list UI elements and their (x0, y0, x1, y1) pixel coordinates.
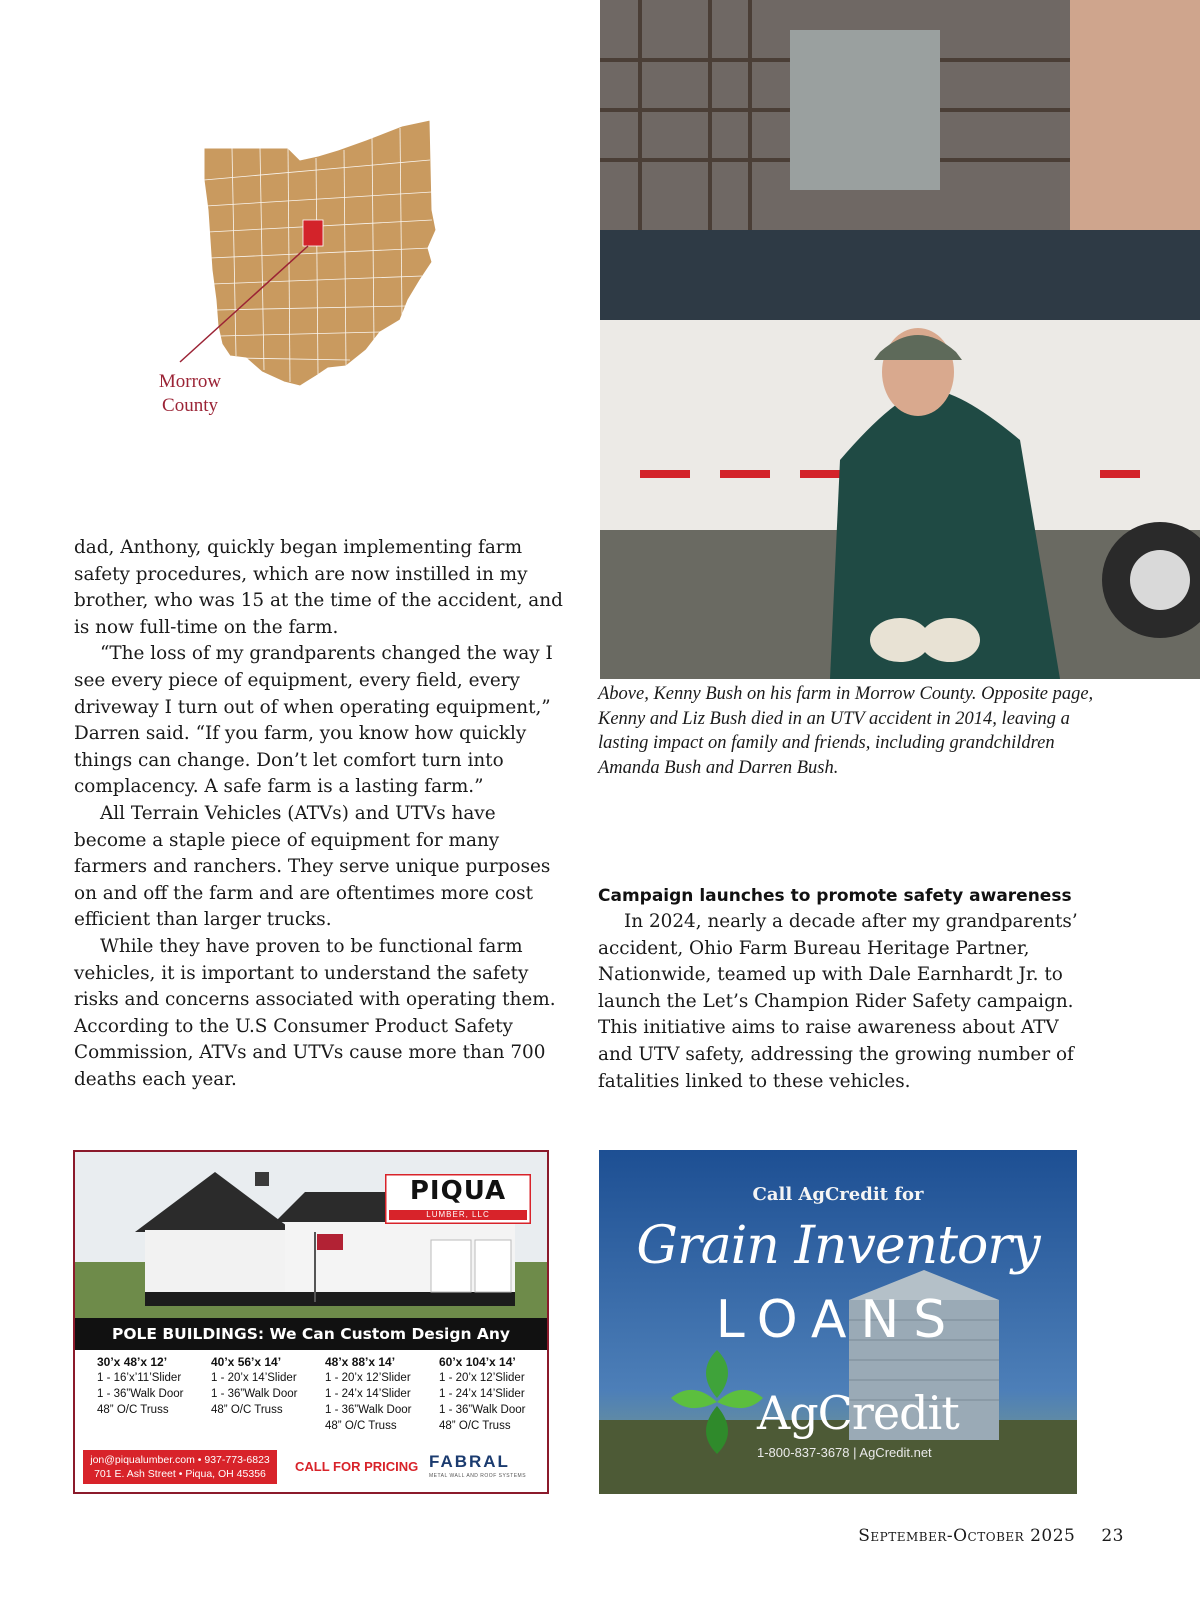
building-spec-2 (211, 1354, 323, 1418)
agcredit-call: Call AgCredit for (752, 1184, 924, 1205)
building-feature: 1 - 36”Walk Door (211, 1388, 298, 1400)
morrow-county-highlight (303, 220, 323, 246)
building-feature: 48” O/C Truss (325, 1420, 397, 1432)
section-heading: Campaign launches to promote safety awareness (598, 886, 1072, 906)
fabral-logo: FABRAL (429, 1452, 510, 1471)
building-size: 30’x 48’x 12’ (97, 1355, 168, 1369)
agcredit-loans: LOANS (715, 1290, 961, 1350)
building-feature: 48” O/C Truss (97, 1404, 169, 1416)
fabral-tagline: METAL WALL AND ROOF SYSTEMS (429, 1473, 527, 1479)
agcredit-script-title: Grain Inventory (636, 1216, 1040, 1276)
map-label-line2: County (162, 395, 218, 416)
issue-date: September-October 2025 (858, 1526, 1076, 1546)
building-feature: 48” O/C Truss (211, 1404, 283, 1416)
building-feature: 1 - 36”Walk Door (97, 1388, 184, 1400)
piqua-logo-text: PIQUA (409, 1176, 507, 1206)
building-feature: 1 - 20’x 12’Slider (439, 1372, 525, 1384)
photo-caption: Above, Kenny Bush on his farm in Morrow County. Opposite page, Kenny and Liz Bush died in an UTV accident in 2014, leaving a lasting impact on family and friends, including grandchildren Amanda Bush and Darren Bush. (598, 684, 1094, 778)
building-size: 60’x 104’x 14’ (439, 1355, 516, 1369)
article-paragraph: While they have proven to be functional farm vehicles, it is important to understand the safety risks and concerns associated with operating them. According to the U.S Consumer Product Safety Commission, ATVs and UTVs cause more than 700 deaths each year. (74, 935, 556, 1090)
building-feature: 1 - 24’x 14’Slider (325, 1388, 411, 1400)
piqua-contact-address: 701 E. Ash Street • Piqua, OH 45356 (94, 1468, 266, 1480)
agcredit-ad[interactable] (599, 1150, 1077, 1494)
building-feature: 1 - 36”Walk Door (325, 1404, 412, 1416)
piqua-contact-email-phone: jon@piqualumber.com • 937-773-6823 (90, 1454, 270, 1466)
agcredit-brand: AgCredit (757, 1386, 959, 1440)
building-spec-1 (97, 1354, 209, 1418)
piqua-banner: POLE BUILDINGS: We Can Custom Design Any Building (75, 1318, 547, 1350)
building-feature: 1 - 16’x’11’Slider (97, 1372, 182, 1384)
photo-illustration (600, 0, 1200, 679)
left-article-column (74, 535, 564, 1093)
building-feature: 48” O/C Truss (439, 1420, 511, 1432)
right-article-column (598, 883, 1098, 1095)
building-spec-4 (439, 1354, 549, 1434)
map-county-label (140, 370, 240, 418)
page-footer (820, 1526, 1124, 1546)
building-size: 48’x 88’x 14’ (325, 1355, 396, 1369)
article-paragraph: dad, Anthony, quickly began implementing farm safety procedures, which are now instilled in my brother, who was 15 at the time of the accident, and is now full-time on the farm. (74, 537, 563, 638)
article-paragraph: In 2024, nearly a decade after my grandparents’ accident, Ohio Farm Bureau Heritage Partner, Nationwide, teamed up with Dale Earnhardt Jr. to launch the Let’s Champion Rider Safety campaign. This initiative aims to raise awareness about ATV and UTV safety, addressing the growing number of fatalities linked to these vehicles. (598, 911, 1078, 1092)
agcredit-contact: 1-800-837-3678 | AgCredit.net (757, 1445, 932, 1460)
building-size: 40’x 56’x 14’ (211, 1355, 282, 1369)
building-feature: 1 - 20’x 14’Slider (211, 1372, 297, 1384)
piqua-logo-sub: LUMBER, LLC (426, 1210, 490, 1219)
piqua-contact-box (83, 1450, 277, 1484)
call-for-pricing: CALL FOR PRICING (295, 1459, 419, 1474)
piqua-lumber-ad[interactable] (73, 1150, 549, 1494)
building-feature: 1 - 20’x 12’Slider (325, 1372, 411, 1384)
building-spec-3 (325, 1354, 437, 1434)
page-number: 23 (1101, 1526, 1124, 1546)
article-paragraph: All Terrain Vehicles (ATVs) and UTVs have become a staple piece of equipment for many farmers and ranchers. They serve unique purposes on and off the farm and are oftentimes more cost efficient than larger trucks. (74, 802, 551, 931)
article-paragraph: “The loss of my grandparents changed the way I see every piece of equipment, every field, every driveway I turn out of when operating equipment,” Darren said. “If you farm, you know how quickly things can change. Don’t let comfort turn into complacency. A safe farm is a lasting farm.” (74, 643, 553, 798)
kenny-bush-photo (600, 0, 1200, 679)
building-feature: 1 - 24’x 14’Slider (439, 1388, 525, 1400)
building-feature: 1 - 36”Walk Door (439, 1404, 526, 1416)
ohio-county-map (140, 120, 460, 420)
map-label-line1: Morrow (158, 371, 222, 392)
